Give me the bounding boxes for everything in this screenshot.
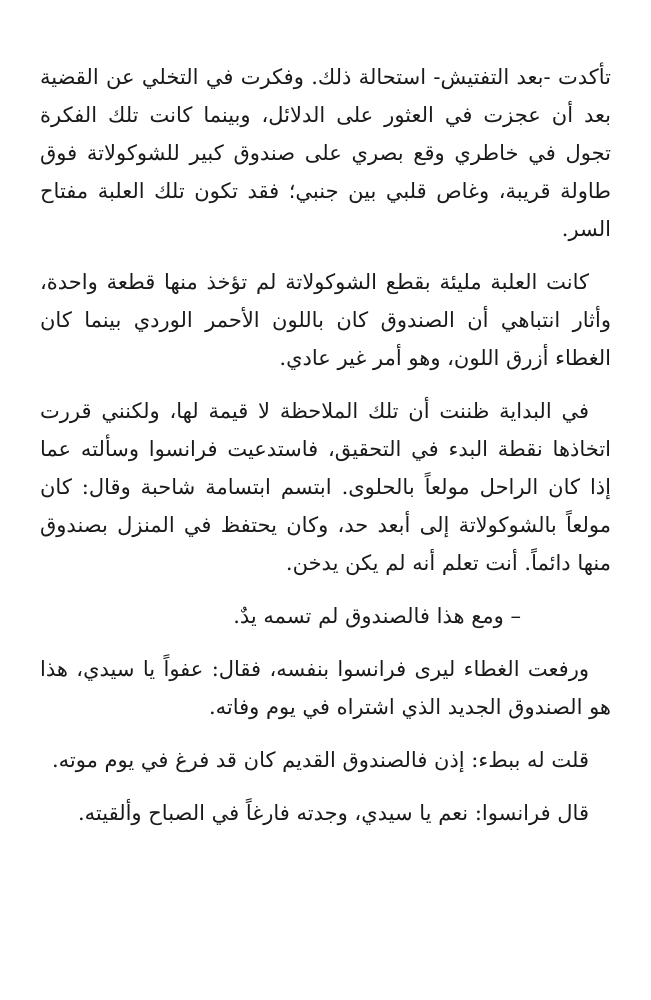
paragraph: قلت له ببطء: إذن فالصندوق القديم كان قد فرغ في يوم موته.	[51, 748, 589, 772]
dialogue-line: – ومع هذا فالصندوق لم تسمه يدٌ.	[233, 604, 521, 628]
paragraph: ورفعت الغطاء ليرى فرانسوا بنفسه، فقال: عفواً يا سيدي، هذا هو الصندوق الجديد الذي اشتراه في يوم وفاته.	[40, 657, 611, 719]
paragraph: كانت العلبة مليئة بقطع الشوكولاتة لم تؤخذ منها قطعة واحدة، وأثار انتباهي أن الصندوق كان باللون الأحمر الوردي بينما كان الغطاء أزرق اللون، وهو أمر غير عادي.	[40, 270, 611, 370]
paragraph: قال فرانسوا: نعم يا سيدي، وجدته فارغاً في الصباح وألقيته.	[77, 801, 589, 825]
paragraph: تأكدت -بعد التفتيش- استحالة ذلك. وفكرت في التخلي عن القضية بعد أن عجزت في العثور على الدلائل، وبينما كانت تلك الفكرة تجول في خاطري وقع بصري على صندوق كبير للشوكولاتة فوق طاولة قريبة، وغاص قلبي بين جنبي؛ فقد تكون تلك العلبة مفتاح السر.	[40, 65, 611, 241]
paragraph: في البداية ظننت أن تلك الملاحظة لا قيمة لها، ولكنني قررت اتخاذها نقطة البدء في التحقيق، فاستدعيت فرانسوا وسألته عما إذا كان الراحل مولعاً بالحلوى. ابتسم ابتسامة شاحبة وقال: كان مولعاً بالشوكولاتة إلى أبعد حد، وكان يحتفظ في المنزل بصندوق منها دائماً. أنت تعلم أنه لم يكن يدخن.	[40, 399, 611, 575]
